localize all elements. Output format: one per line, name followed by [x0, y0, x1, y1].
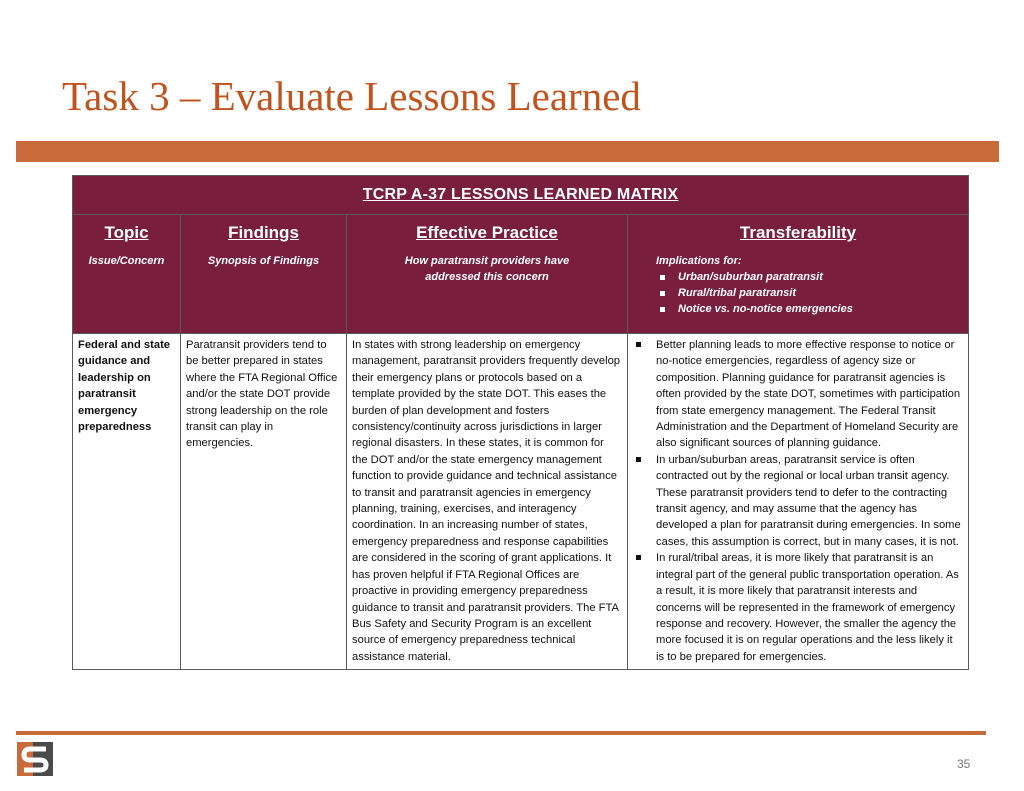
- list-item: Urban/suburban paratransit: [656, 269, 962, 285]
- topic-subtitle: Issue/Concern: [88, 255, 165, 267]
- column-header-transferability: [628, 215, 969, 334]
- column-header-findings: [181, 215, 347, 334]
- findings-subtitle: Synopsis of Findings: [207, 255, 320, 267]
- matrix-banner: TCRP A-37 LESSONS LEARNED MATRIX: [73, 176, 969, 215]
- practice-subtitle: How paratransit providers have addressed this concern: [404, 255, 570, 283]
- matrix-banner-row: [73, 176, 969, 215]
- matrix-header-row: [73, 215, 969, 334]
- lessons-learned-matrix: [72, 175, 969, 670]
- transferability-cell: [628, 334, 969, 670]
- practice-cell: In states with strong leadership on emergency management, paratransit providers frequently develop their emergency plans or protocols based on a template provided by the state DOT. This eases the burden of plan development and fosters consistency/continuity across jurisdictions in larger regional disasters. In these states, it is common for the DOT and/or the state emergency management function to provide guidance and technical assistance to transit and paratransit agencies in emergency planning, training, exercises, and interagency coordination. In an increasing number of states, emergency preparedness and response capabilities are considered in the scoring of grant applications. It has proven helpful if FTA Regional Offices are proactive in providing emergency preparedness guidance to transit and paratransit providers. The FTA Bus Safety and Security Program is an excellent source of emergency preparedness technical assistance material.: [347, 334, 628, 670]
- implications-list: [656, 269, 962, 317]
- findings-title: Findings: [228, 223, 299, 242]
- findings-cell: Paratransit providers tend to be better prepared in states where the FTA Regional Office and/or the state DOT provide strong leadership on the role transit can play in emergencies.: [181, 334, 347, 670]
- list-item: Better planning leads to more effective response to notice or no-notice emergencies, regardless of agency size or composition. Planning guidance for paratransit agencies is often provided by the state DOT, sometimes with participation from state emergency management. The Federal Transit Administration and the Department of Homeland Security are also significant sources of planning guidance.: [633, 337, 963, 452]
- title-accent-bar: [16, 141, 999, 162]
- implications-block: [634, 253, 962, 317]
- practice-title: Effective Practice: [416, 223, 558, 242]
- implications-label: Implications for:: [656, 255, 742, 267]
- company-logo-icon: [16, 741, 54, 777]
- list-item: Rural/tribal paratransit: [656, 285, 962, 301]
- page-number: 35: [957, 757, 971, 771]
- column-header-topic: [73, 215, 181, 334]
- footer-rule: [16, 731, 986, 735]
- transferability-list: [633, 337, 963, 665]
- table-row: [73, 334, 969, 670]
- topic-cell: Federal and state guidance and leadership on paratransit emergency preparedness: [73, 334, 181, 670]
- list-item: Notice vs. no-notice emergencies: [656, 301, 962, 317]
- list-item: In rural/tribal areas, it is more likely that paratransit is an integral part of the general public transportation operation. As a result, it is more likely that paratransit interests and concerns will be represented in the framework of emergency response and recovery. However, the smaller the agency the more focused it is on regular operations and the less likely it is to be prepared for emergencies.: [633, 550, 963, 665]
- slide-title: Task 3 – Evaluate Lessons Learned: [62, 73, 641, 119]
- list-item: In urban/suburban areas, paratransit service is often contracted out by the regional or local urban transit agency. These paratransit providers tend to defer to the contracting transit agency, and may assume that the agency has developed a plan for paratransit during emergencies. In some cases, this assumption is correct, but in many cases, it is not.: [633, 452, 963, 550]
- topic-title: Topic: [104, 223, 149, 242]
- column-header-practice: [347, 215, 628, 334]
- transfer-title: Transferability: [739, 223, 857, 242]
